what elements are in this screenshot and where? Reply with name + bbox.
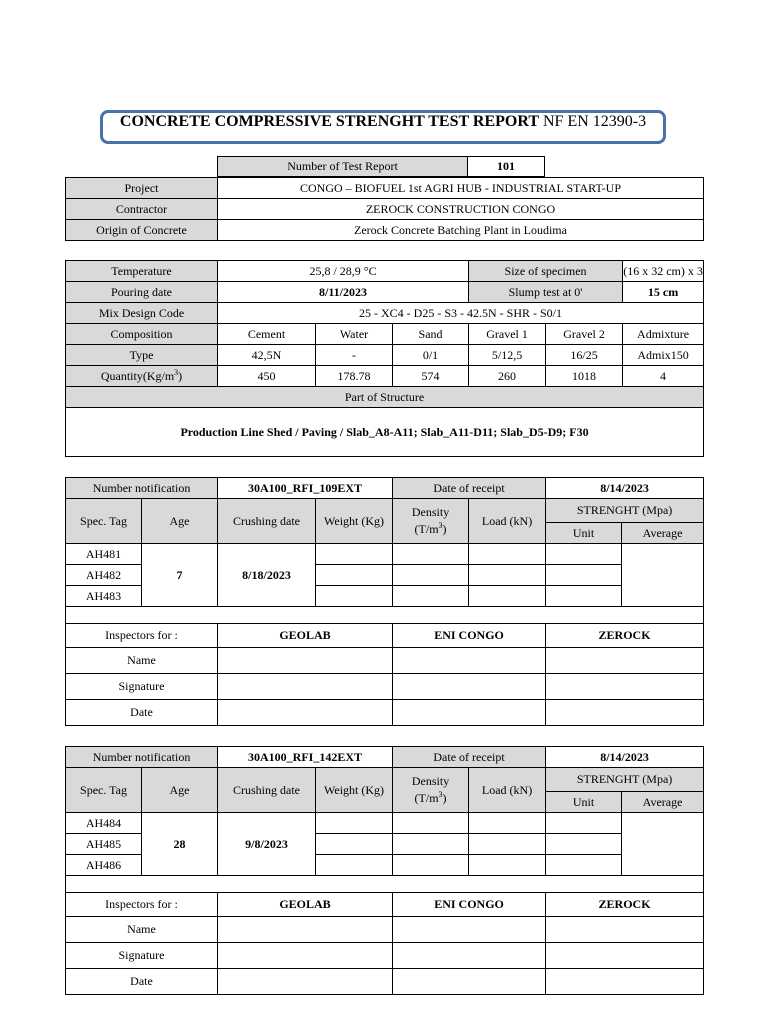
- load-header: Load (kN): [469, 768, 546, 813]
- load-cell: [469, 855, 546, 876]
- slump-label: Slump test at 0': [469, 282, 623, 303]
- weight-header: Weight (Kg): [316, 499, 393, 544]
- signature-eni: [393, 674, 546, 700]
- spec-tag-cell: AH485: [66, 834, 142, 855]
- age-header: Age: [142, 768, 218, 813]
- load-cell: [469, 544, 546, 565]
- origin-label: Origin of Concrete: [66, 220, 218, 241]
- average-header: Average: [622, 792, 704, 813]
- inspector-eni: ENI CONGO: [393, 624, 546, 648]
- project-value: CONGO – BIOFUEL 1st AGRI HUB - INDUSTRIAL START-UP: [218, 178, 704, 199]
- size-label: Size of specimen: [469, 261, 623, 282]
- unit-cell: [546, 813, 622, 834]
- crushing-header: Crushing date: [218, 499, 316, 544]
- notification-value: 30A100_RFI_109EXT: [218, 478, 393, 499]
- name-zerock: [546, 917, 704, 943]
- density-cell: [393, 855, 469, 876]
- quantity-cell: 1018: [546, 366, 623, 387]
- name-eni: [393, 917, 546, 943]
- weight-cell: [316, 565, 393, 586]
- crushing-header: Crushing date: [218, 768, 316, 813]
- title-main: CONCRETE COMPRESSIVE STRENGHT TEST REPORT: [119, 113, 539, 130]
- size-value: (16 x 32 cm) x 3: [623, 261, 704, 282]
- age-value: 28: [142, 813, 218, 876]
- date-zerock: [546, 969, 704, 995]
- load-cell: [469, 813, 546, 834]
- quantity-cell: 450: [218, 366, 316, 387]
- composition-cell: Water: [316, 324, 393, 345]
- name-zerock: [546, 648, 704, 674]
- average-cell: [622, 813, 704, 876]
- type-cell: Admix150: [623, 345, 704, 366]
- notification-value: 30A100_RFI_142EXT: [218, 747, 393, 768]
- strength-header: STRENGHT (Mpa): [546, 768, 704, 792]
- crushing-value: 9/8/2023: [218, 813, 316, 876]
- type-cell: 16/25: [546, 345, 623, 366]
- density-cell: [393, 586, 469, 607]
- quantity-sup: 3: [174, 368, 179, 377]
- unit-header: Unit: [546, 523, 622, 544]
- quantity-cell: 574: [393, 366, 469, 387]
- signature-label: Signature: [66, 943, 218, 969]
- density-text: Density: [411, 774, 450, 788]
- load-cell: [469, 586, 546, 607]
- test-block-2: [65, 746, 704, 995]
- notification-label: Number notification: [66, 747, 218, 768]
- quantity-cell: 260: [469, 366, 546, 387]
- density-sup: 3: [438, 790, 443, 799]
- age-value: 7: [142, 544, 218, 607]
- spacer-row: [66, 607, 704, 624]
- contractor-value: ZEROCK CONSTRUCTION CONGO: [218, 199, 704, 220]
- mix-table: [65, 260, 704, 457]
- contractor-label: Contractor: [66, 199, 218, 220]
- quantity-cell: 178.78: [316, 366, 393, 387]
- report-number-label: Number of Test Report: [218, 157, 468, 177]
- unit-cell: [546, 586, 622, 607]
- receipt-label: Date of receipt: [393, 478, 546, 499]
- quantity-label: [66, 366, 218, 387]
- report-title: [100, 110, 666, 144]
- date-label: Date: [66, 700, 218, 726]
- load-header: Load (kN): [469, 499, 546, 544]
- slump-value: 15 cm: [623, 282, 704, 303]
- density-unit-close: ): [442, 522, 447, 536]
- mix-design-value: 25 - XC4 - D25 - S3 - 42.5N - SHR - S0/1: [218, 303, 704, 324]
- receipt-value: 8/14/2023: [546, 478, 704, 499]
- signature-eni: [393, 943, 546, 969]
- density-unit-close: ): [442, 791, 447, 805]
- density-cell: [393, 813, 469, 834]
- spec-tag-cell: AH486: [66, 855, 142, 876]
- spec-tag-cell: AH481: [66, 544, 142, 565]
- title-standard: NF EN 12390-3: [543, 113, 647, 130]
- average-header: Average: [622, 523, 704, 544]
- signature-geolab: [218, 943, 393, 969]
- quantity-cell: 4: [623, 366, 704, 387]
- inspector-zerock: ZEROCK: [546, 893, 704, 917]
- density-header: [393, 499, 469, 544]
- density-text: Density: [411, 505, 450, 519]
- project-label: Project: [66, 178, 218, 199]
- weight-cell: [316, 544, 393, 565]
- type-cell: 5/12,5: [469, 345, 546, 366]
- density-unit: (T/m: [414, 791, 439, 805]
- weight-cell: [316, 834, 393, 855]
- weight-cell: [316, 813, 393, 834]
- temperature-value: 25,8 / 28,9 °C: [218, 261, 469, 282]
- test-block-1: [65, 477, 704, 726]
- date-geolab: [218, 969, 393, 995]
- type-cell: 42,5N: [218, 345, 316, 366]
- inspector-geolab: GEOLAB: [218, 893, 393, 917]
- composition-cell: Gravel 1: [469, 324, 546, 345]
- report-number-table: [217, 156, 545, 177]
- notification-label: Number notification: [66, 478, 218, 499]
- inspector-zerock: ZEROCK: [546, 624, 704, 648]
- inspectors-label: Inspectors for :: [66, 893, 218, 917]
- density-unit: (T/m: [414, 522, 439, 536]
- spec-tag-cell: AH482: [66, 565, 142, 586]
- structure-value: Production Line Shed / Paving / Slab_A8-A11; Slab_A11-D11; Slab_D5-D9; F30: [66, 408, 704, 457]
- crushing-value: 8/18/2023: [218, 544, 316, 607]
- inspectors-label: Inspectors for :: [66, 624, 218, 648]
- date-geolab: [218, 700, 393, 726]
- average-cell: [622, 544, 704, 607]
- composition-cell: Sand: [393, 324, 469, 345]
- signature-label: Signature: [66, 674, 218, 700]
- density-cell: [393, 565, 469, 586]
- temperature-label: Temperature: [66, 261, 218, 282]
- signature-zerock: [546, 674, 704, 700]
- report-number-value: 101: [468, 157, 545, 177]
- inspector-eni: ENI CONGO: [393, 893, 546, 917]
- name-geolab: [218, 648, 393, 674]
- name-eni: [393, 648, 546, 674]
- inspector-geolab: GEOLAB: [218, 624, 393, 648]
- quantity-close: ): [178, 369, 183, 383]
- density-header: [393, 768, 469, 813]
- receipt-label: Date of receipt: [393, 747, 546, 768]
- name-label: Name: [66, 648, 218, 674]
- composition-cell: Cement: [218, 324, 316, 345]
- composition-cell: Admixture: [623, 324, 704, 345]
- composition-label: Composition: [66, 324, 218, 345]
- spec-tag-cell: AH484: [66, 813, 142, 834]
- strength-header: STRENGHT (Mpa): [546, 499, 704, 523]
- mix-design-label: Mix Design Code: [66, 303, 218, 324]
- density-sup: 3: [438, 521, 443, 530]
- spacer-row: [66, 876, 704, 893]
- weight-header: Weight (Kg): [316, 768, 393, 813]
- quantity-label-text: Quantity(Kg/m: [100, 369, 175, 383]
- receipt-value: 8/14/2023: [546, 747, 704, 768]
- date-zerock: [546, 700, 704, 726]
- pouring-value: 8/11/2023: [218, 282, 469, 303]
- unit-cell: [546, 834, 622, 855]
- date-eni: [393, 969, 546, 995]
- unit-header: Unit: [546, 792, 622, 813]
- type-cell: -: [316, 345, 393, 366]
- spec-tag-header: Spec. Tag: [66, 768, 142, 813]
- age-header: Age: [142, 499, 218, 544]
- type-cell: 0/1: [393, 345, 469, 366]
- unit-cell: [546, 565, 622, 586]
- unit-cell: [546, 855, 622, 876]
- signature-zerock: [546, 943, 704, 969]
- composition-cell: Gravel 2: [546, 324, 623, 345]
- density-cell: [393, 834, 469, 855]
- type-label: Type: [66, 345, 218, 366]
- structure-label: Part of Structure: [66, 387, 704, 408]
- unit-cell: [546, 544, 622, 565]
- name-geolab: [218, 917, 393, 943]
- project-info-table: [65, 177, 704, 241]
- signature-geolab: [218, 674, 393, 700]
- origin-value: Zerock Concrete Batching Plant in Loudima: [218, 220, 704, 241]
- spec-tag-cell: AH483: [66, 586, 142, 607]
- load-cell: [469, 565, 546, 586]
- date-eni: [393, 700, 546, 726]
- weight-cell: [316, 586, 393, 607]
- name-label: Name: [66, 917, 218, 943]
- pouring-label: Pouring date: [66, 282, 218, 303]
- date-label: Date: [66, 969, 218, 995]
- load-cell: [469, 834, 546, 855]
- density-cell: [393, 544, 469, 565]
- spec-tag-header: Spec. Tag: [66, 499, 142, 544]
- weight-cell: [316, 855, 393, 876]
